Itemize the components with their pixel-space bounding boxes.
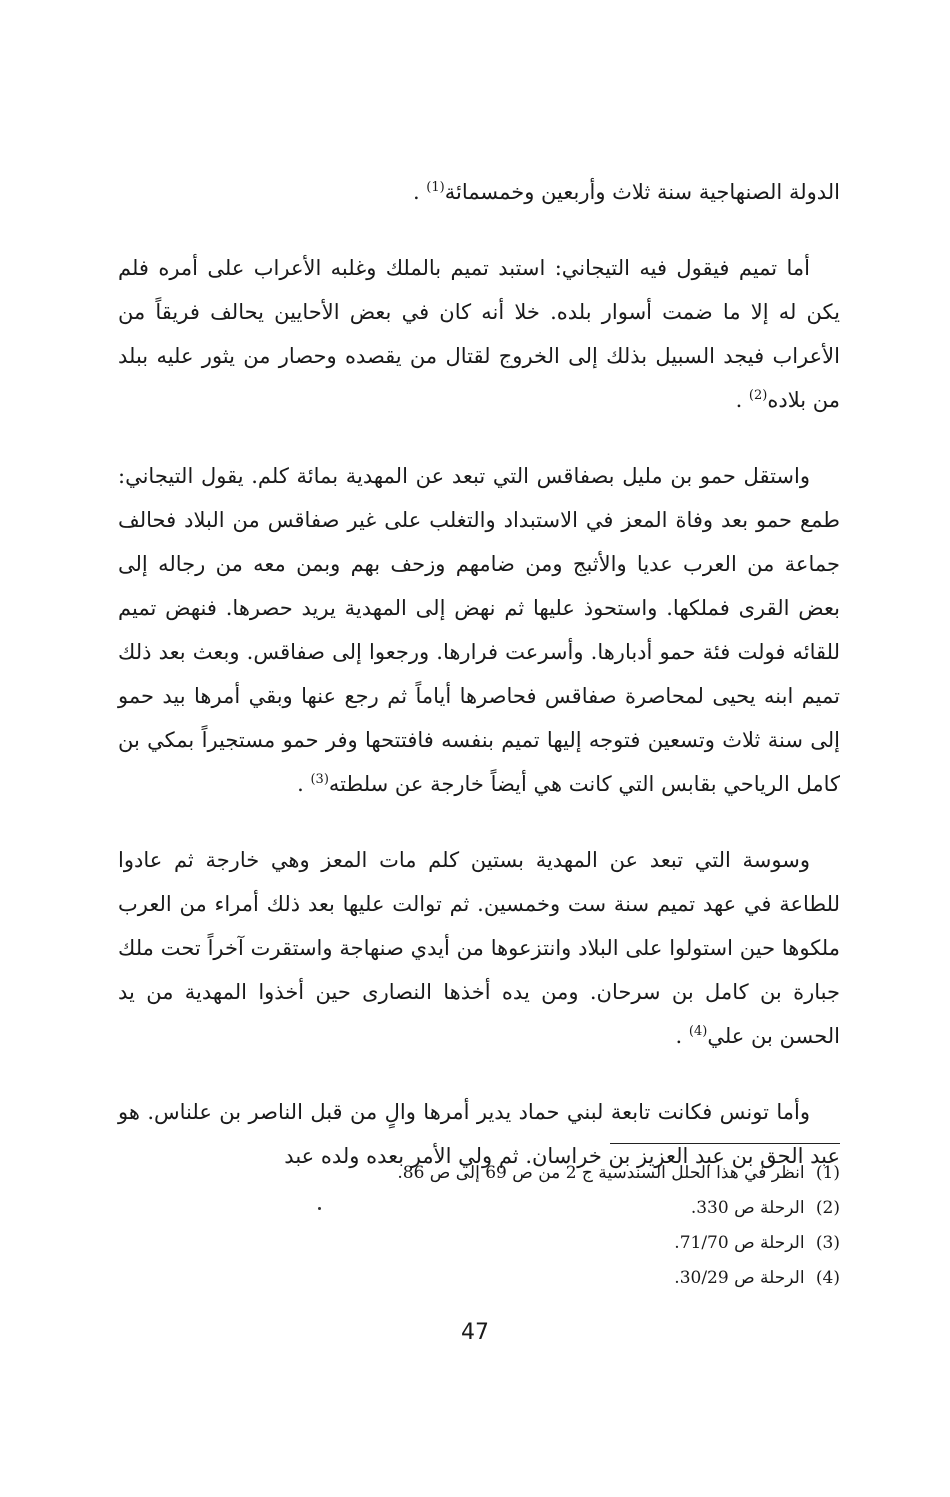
footnote-number: (1) bbox=[815, 1163, 840, 1183]
page-number: 47 bbox=[461, 1320, 489, 1345]
footnote-number: (4) bbox=[815, 1268, 840, 1288]
paragraph-5: وأما تونس فكانت تابعة لبني حماد يدير أمرها والٍ من قبل الناصر بن علناس. هو عبد الحق بن عبد العزيز بن خراسان. ثم ولي الأمر بعده ولده عبد bbox=[118, 1100, 840, 1168]
footnote-ref-4: (4) bbox=[688, 1024, 708, 1039]
footnote-1 bbox=[118, 1156, 840, 1191]
paragraph-1: الدولة الصنهاجية سنة ثلاث وأربعين وخمسمائة$^{(1)}$ . bbox=[412, 180, 840, 204]
footnote-3 bbox=[118, 1226, 840, 1261]
footnote-number: (2) bbox=[815, 1198, 840, 1218]
footnote-ref-1: (1) bbox=[426, 180, 445, 195]
paragraph-4: وسوسة التي تبعد عن المهدية بستين كلم مات المعز وهي خارجة ثم عادوا للطاعة في عهد تميم سنة ست وخمسين. ثم توالت عليها بعد ذلك أمراء من العرب ملكوها حين استولوا على البلاد وانتزعوها من أيدي صنهاجة واستقرت آخراً تحت ملك جبارة بن كامل بن سرحان. ومن يده أخذها النصارى حين أخذوا المهدية من يد الحسن بن علي$^{(4)}$ . bbox=[118, 848, 840, 1048]
footnotes bbox=[118, 1156, 840, 1296]
main-text bbox=[118, 170, 840, 1178]
scan-speck bbox=[318, 1207, 321, 1210]
paragraph-3: واستقل حمو بن مليل بصفاقس التي تبعد عن المهدية بمائة كلم. يقول التيجاني: طمع حمو بعد وفاة المعز في الاستبداد والتغلب على غير صفاقس من البلاد فحالف جماعة من العرب عديا والأثبج ومن ضامهم وزحف بهم وبمن معه من رجاله إلى بعض القرى فملكها. واستحوذ عليها ثم نهض إلى المهدية يريد حصرها. فنهض تميم للقائه فولت فئة حمو أدبارها. وأسرعت فرارها. ورجعوا إلى صفاقس. وبعث بعد ذلك تميم ابنه يحيى لمحاصرة صفاقس فحاصرها أياماً ثم رجع عنها وبقي أمرها بيد حمو إلى سنة ثلاث وتسعين فتوجه إليها تميم بنفسه فافتتحها وفر حمو مستجيراً بمكي بن كامل الرياحي بقابس التي كانت هي أيضاً خارجة عن سلطته$^{(3)}$ . bbox=[118, 464, 840, 796]
footnote-text: انظر في هذا الحلل السندسية ج 2 من ص 69 إلى ص 86. bbox=[397, 1163, 805, 1183]
paragraph-2: أما تميم فيقول فيه التيجاني: استبد تميم بالملك وغلبه الأعراب على أمره فلم يكن له إلا ما ضمت أسوار بلده. خلا أنه كان في بعض الأحايين يحالف فريقاً من الأعراب فيجد السبيل بذلك إلى الخروج لقتال من يقصده وحصار من يثور عليه ببلد من بلاده$^{(2)}$ . bbox=[118, 256, 840, 412]
footnote-2 bbox=[118, 1191, 840, 1226]
footnote-text: الرحلة ص 330. bbox=[690, 1198, 805, 1218]
footnote-text: الرحلة ص 71/70. bbox=[674, 1233, 805, 1253]
footnote-4 bbox=[118, 1261, 840, 1296]
footnote-ref-3: (3) bbox=[310, 772, 329, 787]
footnote-divider bbox=[610, 1143, 840, 1144]
footnote-text: الرحلة ص 30/29. bbox=[674, 1268, 805, 1288]
footnote-number: (3) bbox=[815, 1233, 840, 1253]
footnote-ref-2: (2) bbox=[748, 388, 768, 403]
